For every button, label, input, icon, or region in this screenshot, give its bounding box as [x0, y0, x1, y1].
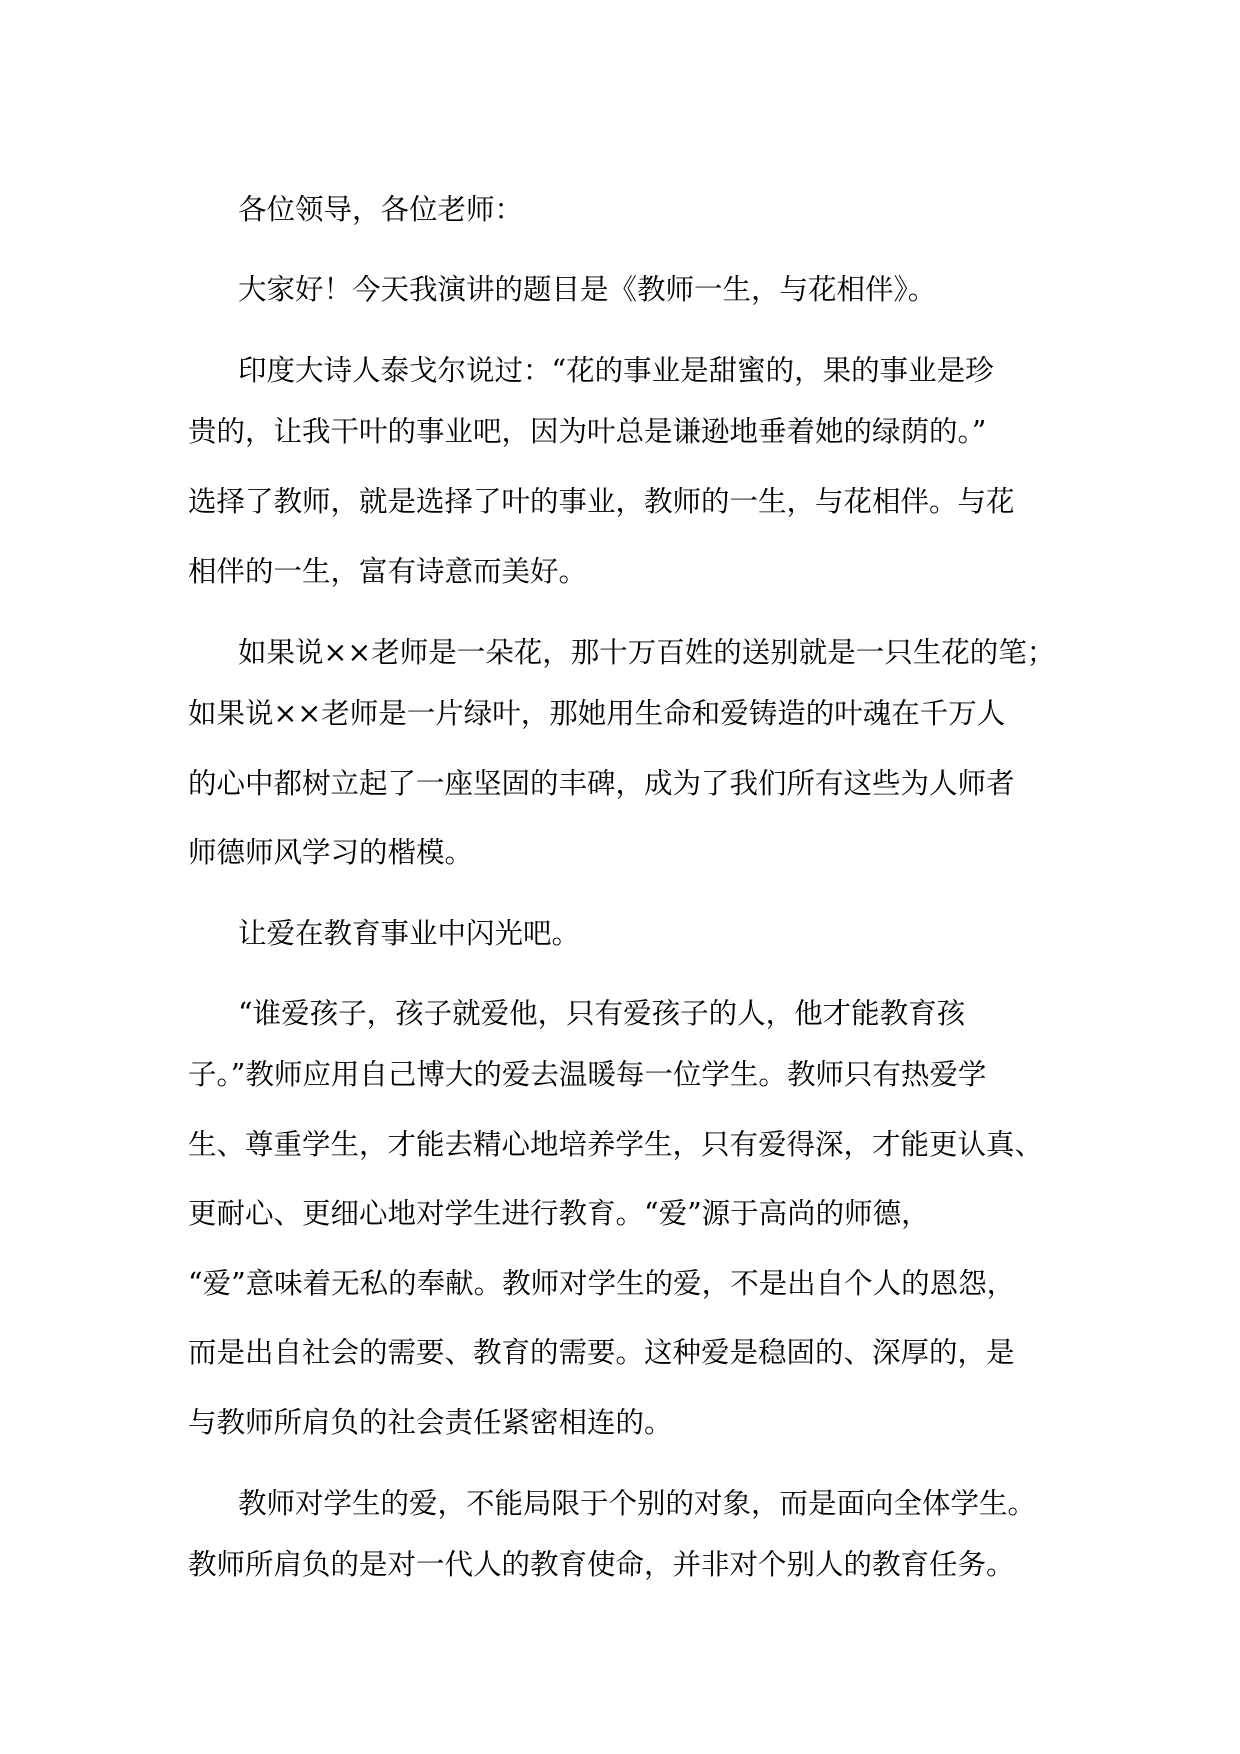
paragraph-line: 教师对学生的爱，不能局限于个别的对象，而是面向全体学生。	[238, 1487, 1037, 1520]
paragraph-line: 印度大诗人泰戈尔说过：“花的事业是甜蜜的，果的事业是珍	[238, 354, 994, 387]
paragraph-line: 子。”教师应用自己博大的爱去温暖每一位学生。教师只有热爱学	[188, 1058, 987, 1091]
paragraph-line: 让爱在教育事业中闪光吧。	[238, 917, 581, 950]
opening-line: 大家好！今天我演讲的题目是《教师一生，与花相伴》。	[238, 273, 937, 306]
paragraph-line: 更耐心、更细心地对学生进行教育。“爱”源于高尚的师德，	[188, 1197, 930, 1230]
paragraph-line: 如果说××老师是一片绿叶，那她用生命和爱铸造的叶魂在千万人	[188, 697, 1006, 730]
paragraph-line: 相伴的一生，富有诗意而美好。	[188, 555, 588, 588]
paragraph-line: 贵的，让我干叶的事业吧，因为叶总是谦逊地垂着她的绿荫的。”	[188, 415, 987, 448]
paragraph-line: 师德师风学习的楷模。	[188, 836, 474, 869]
paragraph-line: “谁爱孩子，孩子就爱他，只有爱孩子的人，他才能教育孩	[238, 997, 966, 1030]
paragraph-line: 选择了教师，就是选择了叶的事业，教师的一生，与花相伴。与花	[188, 485, 1015, 518]
paragraph-line: 与教师所肩负的社会责任紧密相连的。	[188, 1406, 673, 1439]
greeting-line: 各位领导，各位老师：	[238, 193, 524, 226]
paragraph-line: 如果说××老师是一朵花，那十万百姓的送别就是一只生花的笔；	[238, 636, 1056, 669]
paragraph-line: 的心中都树立起了一座坚固的丰碑，成为了我们所有这些为人师者	[188, 767, 1015, 800]
paragraph-line: 教师所肩负的是对一代人的教育使命，并非对个别人的教育任务。	[188, 1548, 1015, 1581]
paragraph-line: 生、尊重学生，才能去精心地培养学生，只有爱得深，才能更认真、	[188, 1128, 1044, 1161]
paragraph-line: 而是出自社会的需要、教育的需要。这种爱是稳固的、深厚的，是	[188, 1336, 1015, 1369]
paragraph-line: “爱”意味着无私的奉献。教师对学生的爱，不是出自个人的恩怨，	[188, 1267, 1016, 1300]
